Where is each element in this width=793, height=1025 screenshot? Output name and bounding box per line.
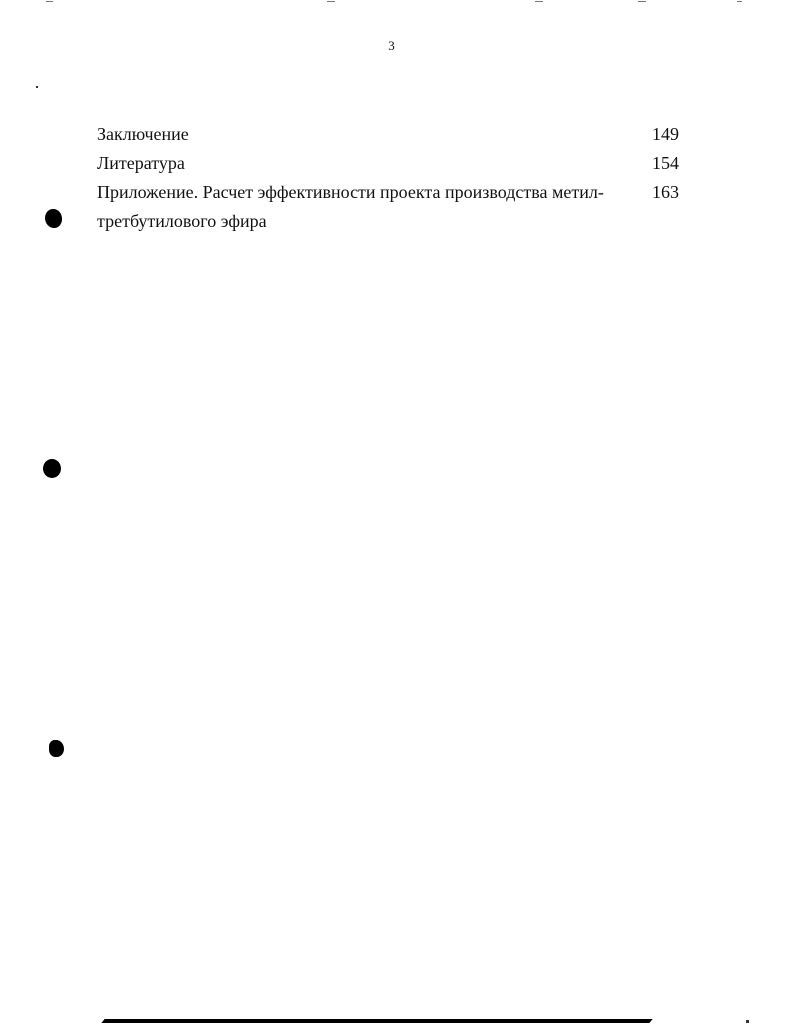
scan-mark bbox=[535, 1, 543, 2]
toc-entry-title: Приложение. Расчет эффективности проекта производства метил-третбутилового эфира bbox=[97, 182, 604, 231]
scan-speck bbox=[36, 86, 38, 88]
toc-entry-page: 163 bbox=[652, 182, 679, 202]
scan-mark bbox=[638, 1, 646, 2]
toc-entry-page: 149 bbox=[652, 124, 679, 144]
scan-speck bbox=[746, 1020, 749, 1023]
punch-hole-icon bbox=[49, 740, 64, 757]
toc-entry-title: Заключение bbox=[97, 124, 189, 144]
punch-hole-icon bbox=[45, 209, 62, 228]
toc-entry-page: 154 bbox=[652, 153, 679, 173]
toc-entry-title: Литература bbox=[97, 153, 185, 173]
scan-mark bbox=[46, 1, 53, 2]
page-number: 3 bbox=[388, 38, 395, 53]
scan-edge-line bbox=[101, 1019, 652, 1023]
toc-entry-appendix bbox=[97, 178, 679, 236]
scan-mark bbox=[737, 1, 742, 2]
toc-entry-conclusion bbox=[97, 120, 679, 149]
scan-mark bbox=[327, 1, 335, 2]
table-of-contents bbox=[97, 120, 679, 236]
toc-entry-literature bbox=[97, 149, 679, 178]
punch-hole-icon bbox=[43, 459, 61, 478]
